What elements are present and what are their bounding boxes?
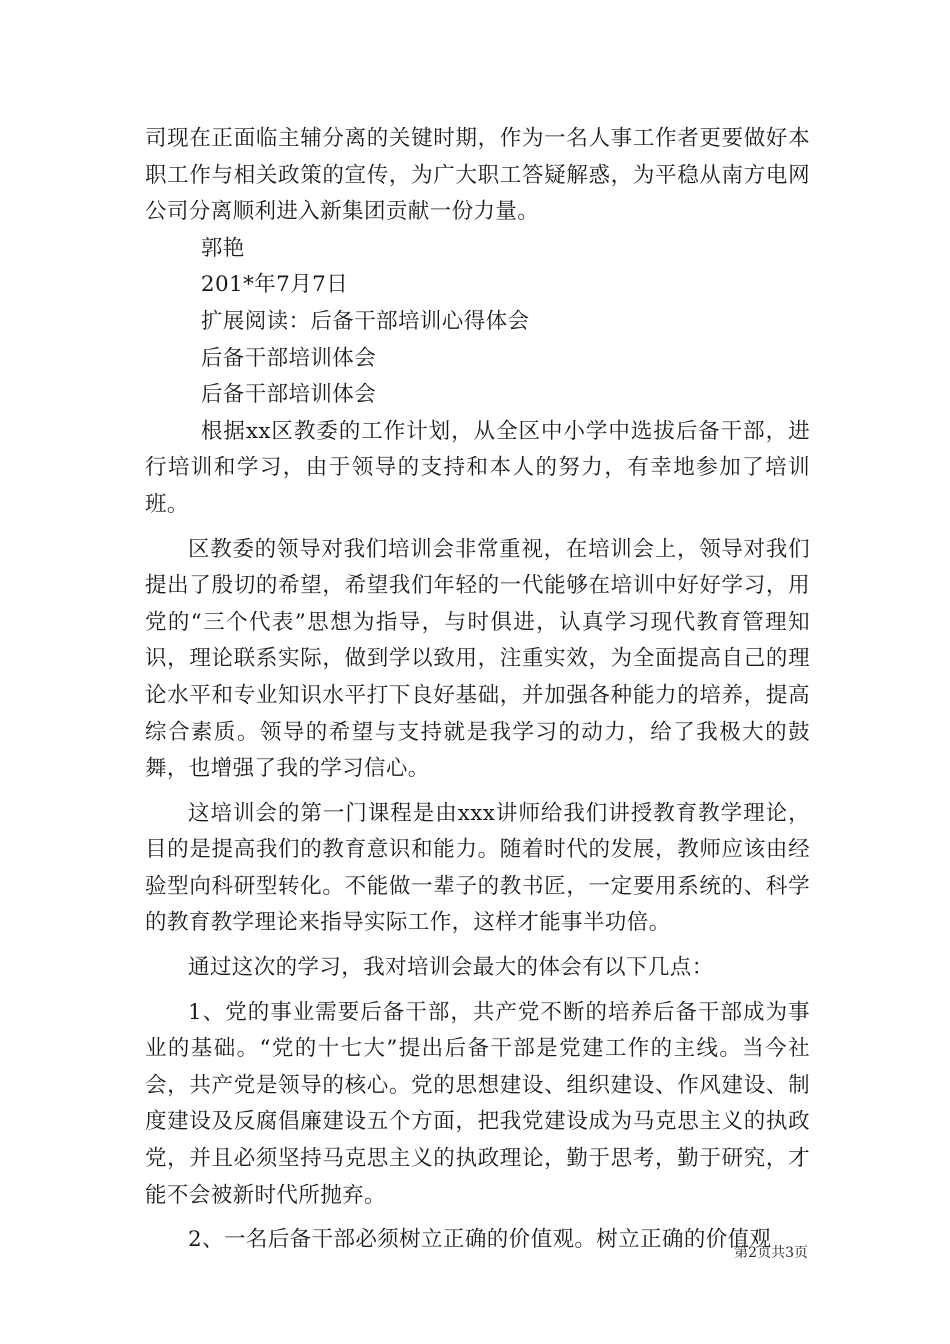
section-title: 后备干部培训体会 [200, 345, 377, 371]
paragraph-intro: 根据xx区教委的工作计划，从全区中小学中选拔后备干部，进行培训和学习，由于领导的支持和本人的努力，有幸地参加了培训班。 [145, 418, 810, 517]
paragraph-continuation: 司现在正面临主辅分离的关键时期，作为一名人事工作者更要做好本职工作与相关政策的宣传，为广大职工答疑解惑，为平稳从南方电网公司分离顺利进入新集团贡献一份力量。 [145, 126, 810, 225]
author-name: 郭艳 [200, 235, 245, 261]
paragraph-summary-intro: 通过这次的学习，我对培训会最大的体会有以下几点： [188, 955, 714, 981]
document-date: 201*年7月7日 [200, 272, 349, 298]
paragraph-first-course: 这培训会的第一门课程是由xxx讲师给我们讲授教育教学理论，目的是提高我们的教育意识和能力。随着时代的发展，教师应该由经验型向科研型转化。不能做一辈子的教书匠，一定要用系统的、科学的教育教学理论来指导实际工作，这样才能事半功倍。 [145, 800, 810, 936]
page-number: 第2页共3页 [734, 1245, 808, 1261]
paragraph-point-2: 2、一名后备干部必须树立正确的价值观。树立正确的价值观 [188, 1227, 772, 1253]
paragraph-leadership: 区教委的领导对我们培训会非常重视，在培训会上，领导对我们提出了殷切的希望，希望我们年轻的一代能够在培训中好好学习，用党的“三个代表”思想为指导，与时俱进，认真学习现代教育管理知识，理论联系实际，做到学以致用，注重实效，为全面提高自己的理论水平和专业知识水平打下良好基础，并加强各种能力的培养，提高综合素质。领导的希望与支持就是我学习的动力，给了我极大的鼓舞，也增强了我的学习信心。 [145, 536, 810, 782]
extended-reading-heading: 扩展阅读：后备干部培训心得体会 [200, 308, 530, 334]
section-subtitle: 后备干部培训体会 [200, 382, 377, 408]
paragraph-point-1: 1、党的事业需要后备干部，共产党不断的培养后备干部成为事业的基础。“党的十七大”提出后备干部是党建工作的主线。当今社会，共产党是领导的核心。党的思想建设、组织建设、作风建设、制度建设及反腐倡廉建设五个方面，把我党建设成为马克思主义的执政党，并且必须坚持马克思主义的执政理论，勤于思考，勤于研究，才能不会被新时代所抛弃。 [145, 999, 810, 1208]
document-body [145, 121, 810, 1267]
